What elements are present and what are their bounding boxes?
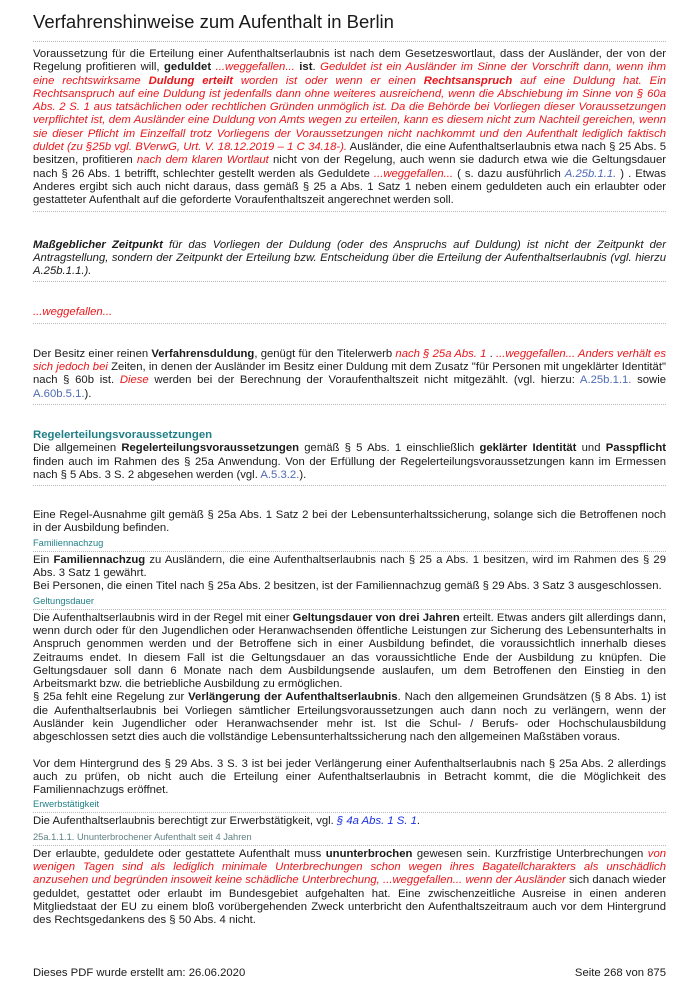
amended-text: Diese (119, 374, 149, 387)
subsection-label-geltungsdauer: Geltungsdauer (33, 595, 94, 606)
paragraph-regel-ausnahme: Eine Regel-Ausnahme gilt gemäß § 25a Abs. 1 Satz 2 bei der Lebensunterhaltssicherung, solange sich die Betroffenen noch in der Ausbildung befinden. (33, 509, 666, 535)
divider (33, 211, 666, 212)
text-bold: Passpflicht (605, 442, 666, 455)
document-page (33, 10, 666, 928)
text: Ausländer, die eine Aufenthaltserlaubnis etwa nach § 25 Abs. 5 besitzen, profitieren (33, 141, 667, 167)
page-footer (33, 967, 666, 980)
divider (33, 323, 666, 324)
paragraph-erwerbstaetigkeit: Die Aufenthaltserlaubnis berechtigt zur Erwerbstätigkeit, vgl. § 4a Abs. 1 S. 1. (33, 815, 421, 828)
text-bold: Verlängerung der Aufenthaltserlaubnis (188, 691, 398, 704)
paragraph-geltungsdauer: Die Aufenthaltserlaubnis wird in der Regel mit einer Geltungsdauer von drei Jahren erteilt. Etwas anders gilt allerdings dann, wenn durch oder für den Jugendlichen oder Heranwachsenden öffentliche Leistungen zur Sicherung des Lebensunterhalts in Anspruch genommen werden und der Betroffene sich in einer Ausbildung befindet, die voraussichtlich innerhalb dieses Zeitraums endet. In diesem Fall ist die Geltungsdauer an das voraussichtliche Ende der Ausbildung zu knüpfen. Die Geltungsdauer soll dann 6 Monate nach dem Ausbildungsende auslaufen, um dem Betroffenen den Einstieg in den Arbeitsmarkt bzw. die betriebliche Ausbildung zu ermöglichen. (33, 611, 666, 691)
divider (33, 812, 666, 813)
text: für das Vorliegen der Duldung (oder des Anspruchs auf Duldung) ist nicht der Zeitpunkt der Antragstellung, sondern der Zeitpunkt der Erteilung bzw. Entscheidung über die Erteilung der Aufenthaltserlaubnis (vgl. hierzu A.25b.1.1.). (33, 238, 666, 278)
link-a25b-1-1[interactable]: A.25b.1.1. (564, 167, 617, 180)
paragraph-familiennachzug: Ein Familiennachzug zu Ausländern, die eine Aufenthaltserlaubnis nach § 25 a Abs. 1 besitzen, wird im Rahmen des § 29 Abs. 3 Satz 1 gewährt. (33, 553, 666, 580)
divider (33, 609, 666, 610)
text-bold: Verfahrensduldung (151, 347, 255, 360)
divider (33, 485, 666, 486)
text-bold: ununterbrochen (325, 847, 413, 860)
link-4a-abs-1[interactable]: § 4a Abs. 1 S. 1 (336, 815, 417, 828)
amended-text: worden ist oder wenn er einen (233, 74, 424, 87)
paragraph-removed (33, 306, 666, 319)
paragraph-zeitpunkt (33, 239, 666, 279)
paragraph-verfahrensduldung: Der Besitz einer reinen Verfahrensduldung, genügt für den Titelerwerb nach § 25a Abs. 1 . ...weggefallen... Anders verhält es sich jedoch bei Zeiten, in denen der Ausländer im Besitz einer Duldung mit dem Zusatz "für Personen mit ungeklärter Identität" nach § 60b ist. Diese werden bei der Berechnung der Voraufenthaltszeit nicht mitgezählt. (vgl. hierzu: A.25b.1.1. sowie A.60b.5.1.). (33, 347, 667, 400)
removed-marker: ...weggefallen... (373, 167, 454, 180)
paragraph-duldung: Voraussetzung für die Erteilung einer Aufenthaltserlaubnis ist nach dem Gesetzeswortlaut, dass der Ausländer, der von der Regelung profitieren will, geduldet ...weggefallen... ist. Geduldet ist ein Ausländer im Sinne der Vorschrift dann, wenn ihm eine rechtswirksame Duldung erteilt worden ist oder wenn er einen Rechtsanspruch auf eine Duldung hat. Ein Rechtsanspruch auf eine Duldung ist jedenfalls dann ohne weiteres ausreichend, wenn die Abschiebung im Sinne von § 60a Abs. 2 S. 1 aus tatsächlichen oder rechtlichen Gründen unmöglich ist. Da die Behörde bei Vorliegen dieser Voraussetzungen verpflichtet ist, dem Ausländer eine Duldung von Amts wegen zu erteilen, kann es diesem nicht zum Nachteil gereichen, wenn sie dieser Pflicht im Einzelfall trotz Vorliegens der Voraussetzungen nicht nachkommt und den Aufenthalt lediglich faktisch duldet (zu §25b vgl. BVerwG, Urt. V. 18.12.2019 – 1 C 34.18-). Ausländer, die eine Aufenthaltserlaubnis etwa nach § 25 Abs. 5 besitzen, profitieren nach dem klaren Wortlaut nicht von der Regelung, auch wenn sie dadurch etwa wie die Geltungsdauer nach § 26 Abs. 1 betrifft, schlechter gestellt werden als Geduldete ...weggefallen... ( s. dazu ausführlich A.25b.1.1. ) . Etwas Anderes ergibt sich auch nicht daraus, dass gemäß § 25 a Abs. 1 Satz 1 neben einem geduldeten auch ein erlaubter oder gestatteter Aufenthalt auf die geforderte Voraufenthaltszeit angerechnet werden soll. (33, 48, 667, 207)
paragraph-familiennachzug-2: Bei Personen, die einen Titel nach § 25a Abs. 2 besitzen, ist der Familiennachzug gemäß § 29 Abs. 3 Satz 3 ausgeschlossen. (33, 580, 662, 593)
text-bold: Familiennachzug (53, 553, 146, 566)
subsection-label-erwerbstaetigkeit: Erwerbstätigkeit (33, 799, 100, 810)
text: nicht von der Regelung, auch wenn sie dadurch etwa wie die Geltungsdauer nach § 26 Abs. 1 betrifft, schlechter gestellt werden als Geduldete (33, 154, 666, 180)
text-bold: geduldet (164, 61, 212, 74)
link-a60b-5-1[interactable]: A.60b.5.1. (33, 387, 85, 400)
divider (33, 281, 666, 282)
paragraph-verlaengerung: § 25a fehlt eine Regelung zur Verlängerung der Aufenthaltserlaubnis. Nach den allgemeinen Grundsätzen (§ 8 Abs. 1) ist die Aufenthaltserlaubnis bei Vorliegen sämtlicher Erteilungsvoraussetzungen auch dann noch zu verlängern, wenn der Ausländer kein Jugendlicher oder Heranwachsender mehr ist. Ist die Schul- / Berufs- oder Hochschulausbildung abgeschlossen setzt dies auch die vollständige Lebensunterhaltssicherung nach den allgemeinen Maßstäben voraus. (33, 691, 667, 744)
paragraph-regelerteilung: Die allgemeinen Regelerteilungsvoraussetzungen gemäß § 5 Abs. 1 einschließlich geklärter Identität und Passpflicht finden auch im Rahmen des § 25a Anwendung. Von der Erfüllung der Regelerteilungsvoraussetzungen kann im Ermessen nach § 5 Abs. 3 S. 2 abgesehen werden (vgl. A.5.3.2.). (33, 442, 666, 481)
divider (33, 845, 666, 846)
amended-text: von wenigen Tagen sind als lediglich minimale Unterbrechungen schon wegen ihres Bagatellcharakters als unschädlich anzusehen und begründen insoweit keine schädliche Unterbrechung, ...weggefallen... wenn der Ausländer (33, 847, 667, 887)
text-bold: geklärter Identität (479, 442, 577, 455)
text-bold: Geltungsdauer von drei Jahren (292, 611, 460, 624)
amended-text: ...weggefallen... Anders verhält es sich jedoch bei (33, 347, 666, 374)
removed-marker: ...weggefallen... (215, 61, 295, 74)
title-divider (33, 41, 666, 42)
amended-text: auf eine Duldung hat. Ein Rechtsanspruch auf eine Duldung ist jedenfalls dann ohne weiteres ausreichend, wenn die Abschiebung im Sinne von § 60a Abs. 2 S. 1 aus tatsächlichen oder rechtlichen Gründen unmöglich ist. Da die Behörde bei Vorliegen dieser Voraussetzungen verpflichtet ist, dem Ausländer eine Duldung von Amts wegen zu erteilen, kann es diesem nicht zum Nachteil gereichen, wenn sie dieser Pflicht im Einzelfall trotz Vorliegens der Voraussetzungen nicht nachkommt und den Aufenthalt lediglich faktisch duldet (zu §25b vgl. BVerwG, Urt. V. 18.12.2019 – 1 C 34.18-). (33, 74, 666, 154)
amended-text-bold: Duldung erteilt (148, 74, 234, 87)
amended-text-bold: Rechtsanspruch (423, 74, 513, 87)
section-heading-regelerteilung: Regelerteilungsvoraussetzungen (33, 428, 213, 441)
amended-text: nach dem klaren Wortlaut (136, 154, 269, 167)
text: Voraussetzung für die Erteilung einer Aufenthaltserlaubnis ist nach dem Gesetzeswortlaut, dass der Ausländer, der von der Regelung profitieren will, (33, 48, 666, 74)
amended-text: Geduldet ist ein Ausländer im Sinne der Vorschrift dann, wenn ihm eine rechtswirksame (33, 61, 667, 87)
divider (33, 551, 666, 552)
link-a5-3-2[interactable]: A.5.3.2. (260, 468, 300, 481)
text-bold: Regelerteilungsvoraussetzungen (121, 442, 300, 455)
text-bold: Maßgeblicher Zeitpunkt (33, 238, 163, 251)
divider (33, 404, 666, 405)
paragraph-ununterbrochen: Der erlaubte, geduldete oder gestattete Aufenthalt muss ununterbrochen gewesen sein. Kurzfristige Unterbrechungen von wenigen Tagen sind als lediglich minimale Unterbrechungen schon wegen ihres Bagatellcharakters als unschädlich anzusehen und begründen insoweit keine schädliche Unterbrechung, ...weggefallen... wenn der Ausländer sich danach wieder geduldet, gestattet oder erlaubt im Bundesgebiet aufgehalten hat. Eine zwischenzeitliche Ausreise in einen anderen Mitgliedstaat der EU zu einem bloß vorübergehenden Zweck unterbricht den Aufenthaltszeitraum auch vor dem Hintergrund des Rechtsgedankens des § 50 Abs. 4 nicht. (33, 847, 667, 927)
link-a25b-1-1[interactable]: A.25b.1.1. (579, 374, 632, 387)
removed-marker: ...weggefallen... (33, 306, 113, 319)
amended-text: nach § 25a Abs. 1 (395, 347, 487, 360)
text-bold: ist (299, 61, 313, 74)
footer-created-date: Dieses PDF wurde erstellt am: 26.06.2020 (33, 967, 246, 979)
paragraph-hintergrund: Vor dem Hintergrund des § 29 Abs. 3 S. 3 ist bei jeder Verlängerung einer Aufenthaltserlaubnis nach § 25a Abs. 2 allerdings auch zu prüfen, ob nicht auch die Erteilung einer Aufenthaltserlaubnis in Betracht kommt, die die Möglichkeit des Familiennachzugs eröffnet. (33, 757, 666, 797)
text: ) . Etwas Anderes ergibt sich auch nicht daraus, dass gemäß § 25 a Abs. 1 Satz 1 neben einem geduldeten auch ein erlaubter oder gestatteter Aufenthalt auf die geforderte Voraufenthaltszeit angerechnet werden soll. (33, 167, 666, 207)
subsection-label-ununterbrochener-aufenthalt: 25a.1.1.1. Ununterbrochener Aufenthalt seit 4 Jahren (33, 831, 252, 842)
footer-page-number: Seite 268 von 875 (574, 967, 666, 979)
subsection-label-familiennachzug: Familiennachzug (33, 537, 104, 548)
page-title: Verfahrenshinweise zum Aufenthalt in Berlin (33, 11, 394, 32)
